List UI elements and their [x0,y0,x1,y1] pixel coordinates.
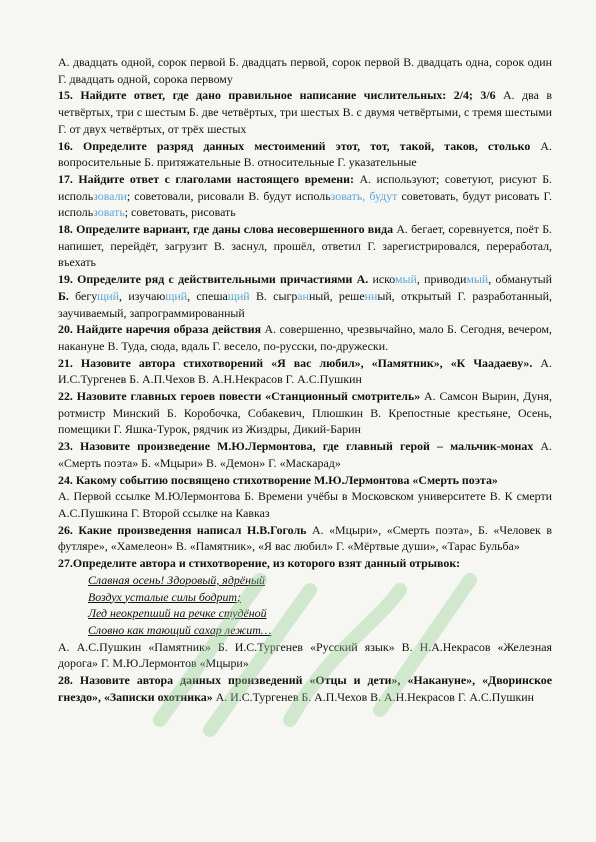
question-21 [58,355,552,388]
question-27 [58,555,552,572]
q19-text-h: ный, реше [308,288,365,303]
question-27-answers: А. А.С.Пушкин «Памятник» Б. И.С.Тургенев «Русский язык» В. Н.А.Некрасов «Железная дорога» Г. М.Ю.Лермонтов «Мцыри» [58,639,552,671]
q19-highlight-2: мый [466,272,489,287]
q17-highlight-2: зовать, будут [330,188,398,203]
question-20 [58,321,552,354]
q17-highlight-3: зовать [93,205,125,220]
question-21-answers: А. И.С.Тургенев Б. А.П.Чехов В. А.Н.Некрасов Г. А.С.Пушкин [58,355,552,387]
question-24-title: 24. Какому событию посвящено стихотворение М.Ю.Лермонтова «Смерть поэта» [58,472,498,487]
q19-option-b: Б. [58,288,69,303]
question-28-answers: А. И.С.Тургенев Б. А.П.Чехов В. А.Н.Некрасов Г. А.С.Пушкин [212,689,534,704]
question-17 [58,171,552,221]
q19-text-e: , изучаю [119,288,166,303]
question-24-answers: А. Первой ссылке М.ЮЛермонтова Б. Времени учёбы в Московском университете В. К смерти А.С.Пушкина Г. Второй ссылке на Кавказ [58,489,552,520]
q17-text-b: ; советовали, рисовали В. будут исполь [126,188,331,203]
question-19-title: 19. Определите ряд с действительными причастиями А. [58,272,369,287]
q19-highlight-6: ан [297,288,309,303]
question-20-answers: А. совершенно, чрезвычайно, мало Б. Сегодня, вечером, накануне В. Туда, сюда, вдаль Г. весело, по-русски, по-дружески. [58,322,552,353]
question-27-title: 27.Определите автора и стихотворение, из которого взят данный отрывок: [58,556,461,571]
q19-highlight-1: мый [395,272,417,287]
question-23-title: 23. Назовите произведение М.Ю.Лермонтова, где главный герой – мальчик-монах [58,439,534,454]
q17-highlight-1: зовали [93,188,127,203]
q19-highlight-4: щий [165,288,188,303]
question-15-title: 15. Найдите ответ, где дано правильное написание числительных: 2/4; 3/6 [58,88,496,103]
poem-line: Славная осень! Здоровый, ядрёный [88,572,265,587]
question-28 [58,672,552,705]
q19-text-b: , приводи [416,272,467,287]
question-26-title: 26. Какие произведения написал Н.В.Гоголь [58,522,307,537]
q17-text-a: А. используют; советуют, рисуют Б. исполь [58,171,552,203]
poem-line: Лед неокрепший на речке студёной [88,606,267,621]
q19-text-i: ый, открытый Г. разработанный, заучиваемый, запрограммированный [58,288,552,320]
question-22-answers: А. Самсон Вырин, Дуня, ротмистр Минский Б. Коробочка, Собакевич, Плюшкин В. Крепостные крестьяне, Осень, помещики Г. Яшка-Турок, рядчик из Жиздры, Дикий-Барин [58,389,552,437]
question-20-title: 20. Найдите наречия образа действия [58,322,262,337]
question-18-title: 18. Определите вариант, где даны слова несовершенного вида [58,222,394,237]
question-15 [58,87,552,137]
poem-excerpt [58,572,552,639]
q19-highlight-3: щий [97,288,120,303]
q19-highlight-5: щий [227,288,250,303]
question-24 [58,472,552,489]
q19-text-a: иско [368,272,396,287]
question-18-answers: А. бегает, соревнуется, поёт Б. напишет, перейдёт, загрузит В. заснул, прошёл, ответил Г. зарегистрировался, переработал, въехать [58,222,553,270]
q19-text-c: , обманутый [488,272,553,287]
poem-line: Воздух усталые силы бодрит; [88,589,241,604]
poem-line: Словно как тающий сахар лежит… [88,622,272,637]
question-26 [58,522,552,555]
q19-text-f: , спеша [187,288,228,303]
question-18 [58,221,552,271]
q17-text-c: советовать, будут рисовать Г. исполь [58,188,552,220]
question-17-title: 17. Найдите ответ с глаголами настоящего времени: [58,171,354,186]
question-19 [58,271,552,321]
question-16-answers: А. вопросительные Б. притяжательные В. относительные Г. указательные [58,138,552,170]
q19-highlight-7: нн [364,288,378,303]
question-26-answers: А. «Мцыри», «Смерть поэта», Б. «Человек в футляре», «Хамелеон» В. «Памятник», «Я вас любил» Г. «Мёртвые души», «Тарас Бульба» [58,522,552,554]
question-21-title: 21. Назовите автора стихотворений «Я вас любил», «Памятник», «К Чаадаеву». [58,355,533,370]
question-16 [58,138,552,171]
question-22-title: 22. Назовите главных героев повести «Станционный смотритель» [58,389,421,404]
question-22 [58,388,552,438]
question-28-title: 28. Назовите автора данных произведений «Отцы и дети», «Накануне», «Дворинское гнездо», «Записки охотника» [58,673,552,704]
q14-answers: А. двадцать одной, сорок первой Б. двадцать первой, сорок первой В. двадцать одна, сорок один Г. двадцать одной, сорока первому [58,55,552,86]
question-15-answers: А. два в четвёртых, три с шестым Б. две четвёртых, три шестых В. с двумя четвёртыми, с тремя шестыми Г. от двух четвёртых, от трёх шестых [58,88,552,136]
question-23 [58,438,552,471]
q19-text-d: бегу [68,288,98,303]
document-page [58,54,552,705]
question-16-title: 16. Определите разряд данных местоимений этот, тот, такой, таков, столько [58,138,531,153]
q19-text-g: В. сыгр [249,288,298,303]
q17-text-d: ; советовать, рисовать [124,205,236,220]
question-23-answers: А. «Смерть поэта» Б. «Мцыри» В. «Демон» Г. «Маскарад» [58,439,552,470]
